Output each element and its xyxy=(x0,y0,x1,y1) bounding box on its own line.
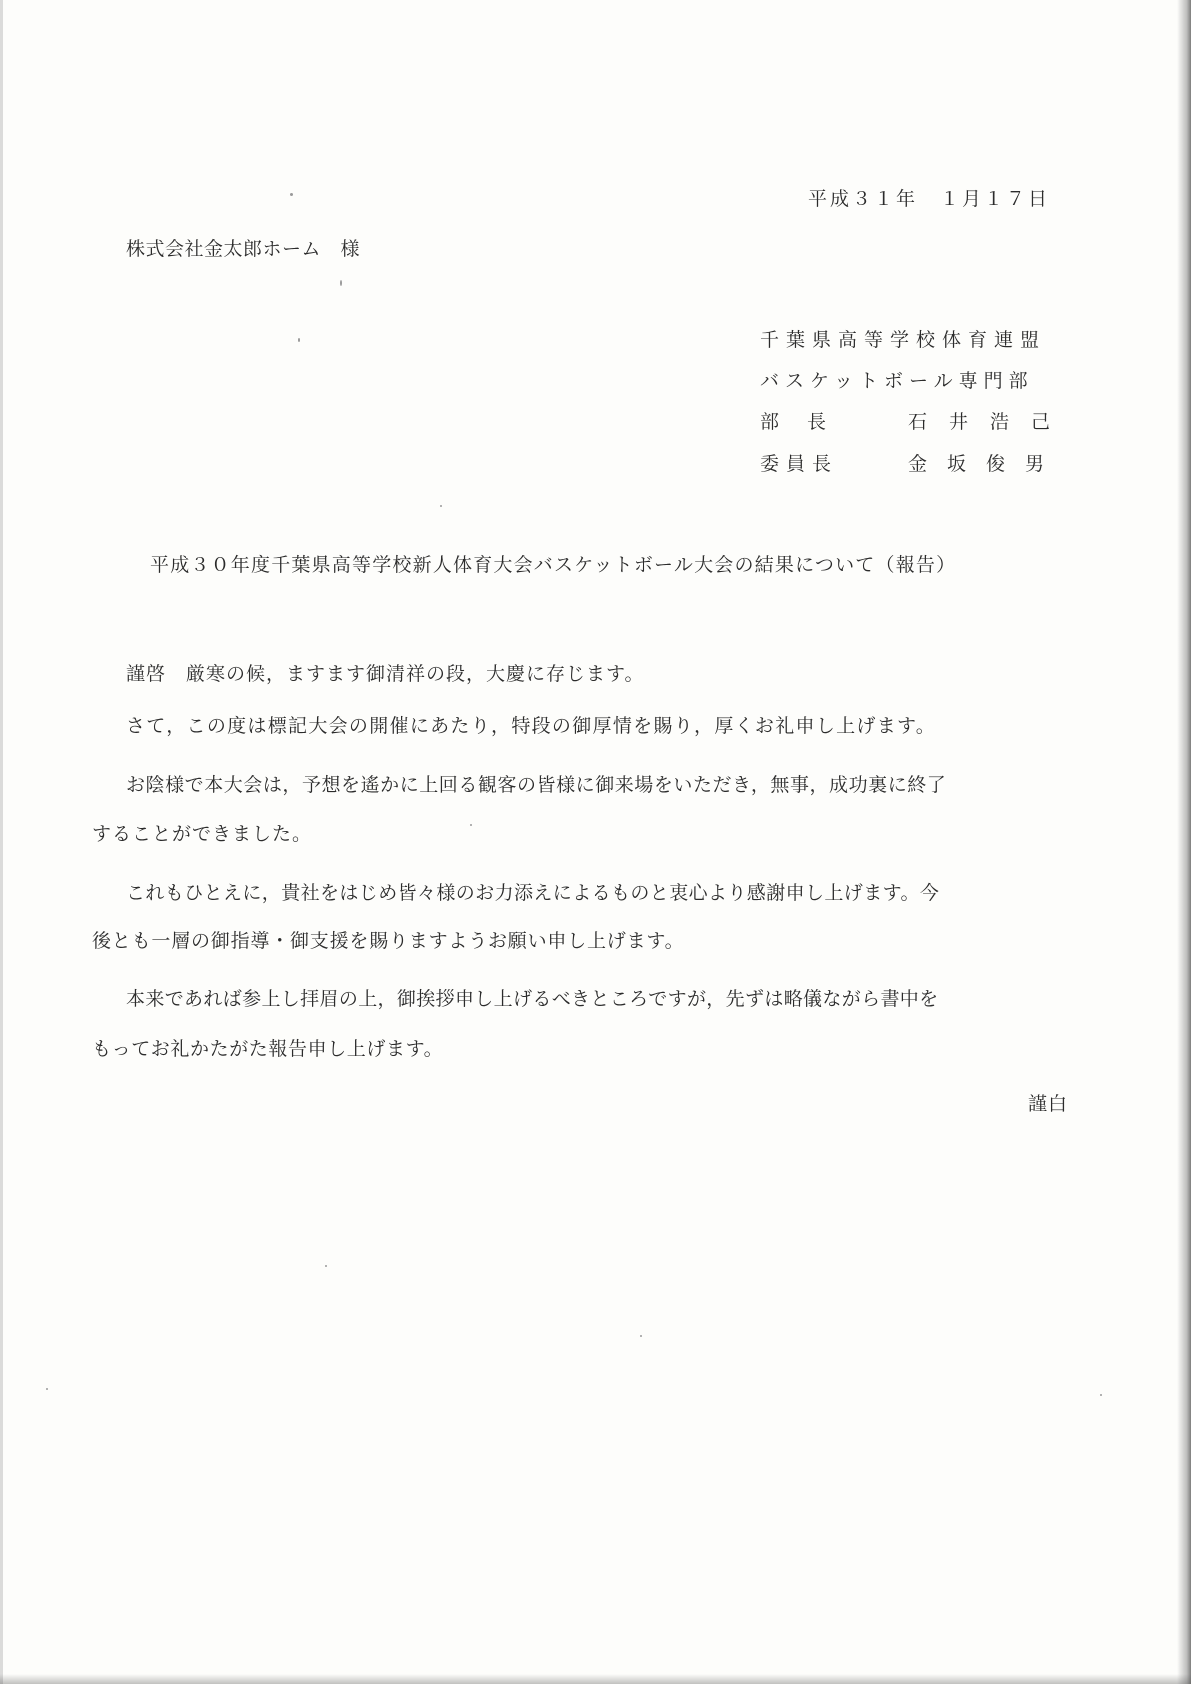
scan-edge-right xyxy=(1177,0,1191,1684)
signatory-name: 石井浩己 xyxy=(908,411,1073,433)
body-line: もってお礼かたがた報告申し上げます。 xyxy=(92,1038,444,1060)
signatory-role: 委員長 xyxy=(760,453,839,475)
body-line: することができました。 xyxy=(92,823,313,845)
letter-date: 平成３１年 １月１７日 xyxy=(808,188,1051,210)
body-line: 本来であれば参上し拝眉の上，御挨拶申し上げるべきところですが，先ずは略儀ながら書中を xyxy=(126,988,939,1010)
signatory-role: 部長 xyxy=(760,411,855,433)
scan-speck xyxy=(470,824,472,826)
body-line: これもひとえに，貴社をはじめ皆々様のお力添えによるものと衷心より感謝申し上げます。今 xyxy=(126,882,940,904)
body-line: お陰様で本大会は，予想を遙かに上回る観客の皆様に御来場をいただき，無事，成功裏に終了 xyxy=(126,774,947,796)
scan-speck xyxy=(298,338,300,342)
signatory-name: 金坂俊男 xyxy=(908,453,1065,475)
scan-speck xyxy=(340,280,342,286)
scan-speck xyxy=(640,1335,642,1337)
scan-speck xyxy=(1100,1394,1102,1396)
body-line: さて，この度は標記大会の開催にあたり，特段の御厚情を賜り，厚くお礼申し上げます。 xyxy=(126,715,937,737)
letter-closing: 謹白 xyxy=(1028,1093,1069,1115)
scan-edge-left xyxy=(0,0,3,1684)
recipient-name: 株式会社金太郎ホーム 様 xyxy=(126,238,361,260)
scan-speck xyxy=(440,505,442,507)
scan-speck xyxy=(325,1265,327,1267)
scan-speck xyxy=(46,1388,48,1390)
body-line: 謹啓 厳寒の候，ますます御清祥の段，大慶に存じます。 xyxy=(126,663,645,685)
sender-organization: 千葉県高等学校体育連盟 xyxy=(760,329,1047,351)
body-line: 後とも一層の御指導・御支援を賜りますようお願い申し上げます。 xyxy=(92,930,685,952)
sender-department: バスケットボール専門部 xyxy=(760,370,1034,392)
letter-subject: 平成３０年度千葉県高等学校新人体育大会バスケットボール大会の結果について（報告） xyxy=(150,554,957,576)
scan-speck xyxy=(290,193,293,196)
scan-edge-bottom xyxy=(0,1674,1191,1684)
